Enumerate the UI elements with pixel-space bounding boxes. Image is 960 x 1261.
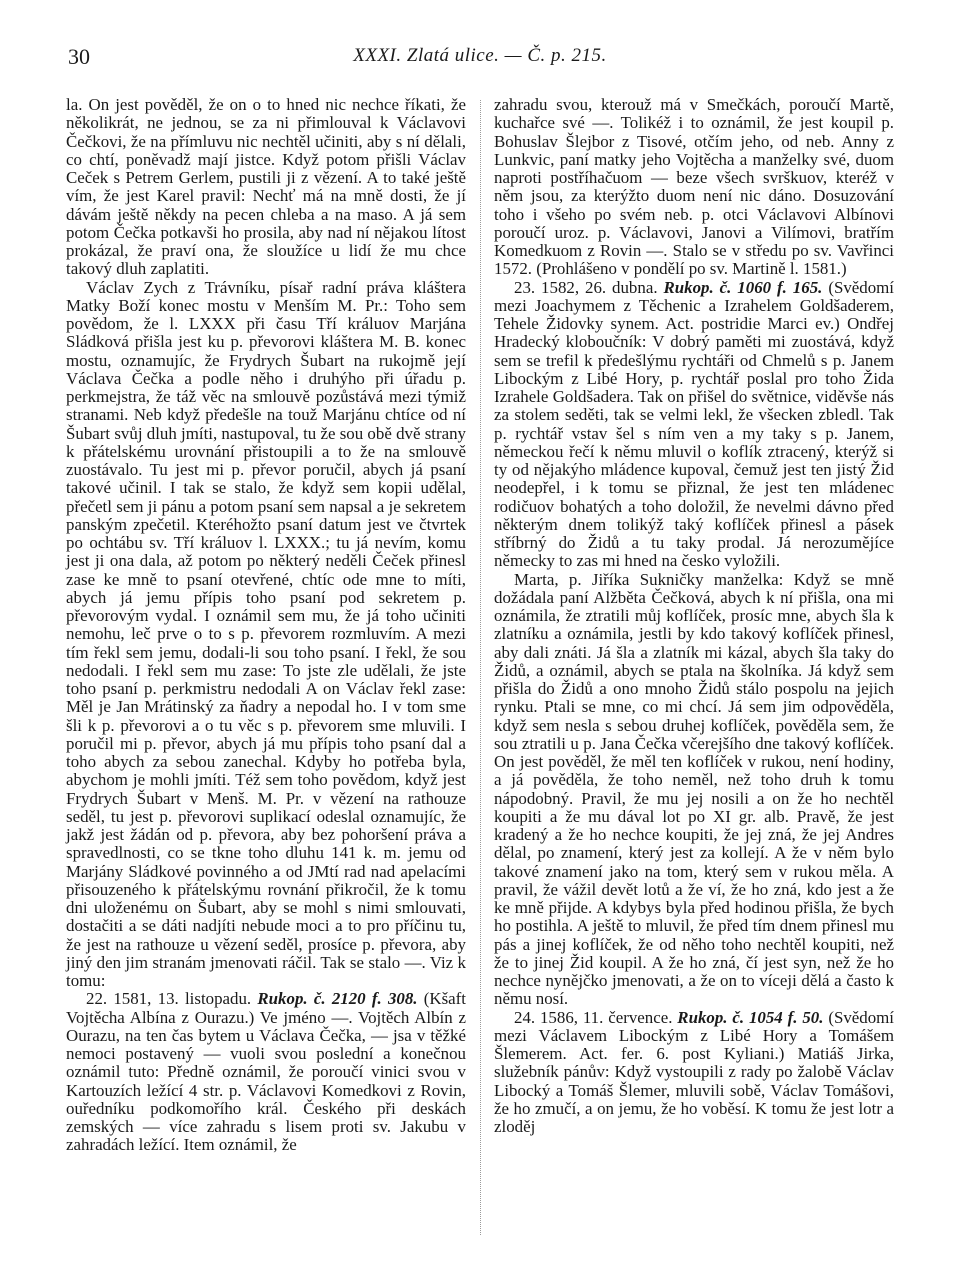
entry-heading: 22. 1581, 13. listopadu. bbox=[86, 989, 258, 1009]
entry-text: (Kšaft Vojtěcha Albína z Ourazu.) Ve jméno —. Vojtěch Albín z Ourazu, na ten čas bytem u Václava Čečka, — jsa v těžké nemoci postavený — vuoli svou poslední a konečnou oznámil tuto: Předně oznámil, že poroučí vinici svou v Kartouzích ležící 4 str. p. Václavovi Komedkovi z Rovin, ouředníku podkomořího král. Českého při deskách zemských — více zahradu s lisem proti sv. Jakubu v zahradách ležící. Item oznámil, že bbox=[66, 989, 466, 1155]
entry-22 bbox=[66, 990, 466, 1154]
manuscript-reference: Rukop. č. 2120 f. 308. bbox=[257, 989, 418, 1009]
right-column bbox=[494, 96, 894, 1136]
entry-text: (Svědomí mezi Václavem Libockým z Libé Hory a Tomášem Šlemerem. Act. fer. 6. post Kyliani.) Matiáš Jirka, služebník pánův: Když vystoupili z rady po žalobě Václav Libocký a Tomáš Šlemer, mluvili sobě, Václav Tomášovi, že ho zmučí, a on jemu, že ho voběsí. K tomu že jest lotr a zloděj bbox=[494, 1007, 895, 1136]
paragraph: zahradu svou, kterouž má v Smečkách, poroučí Martě, kuchařce své —. Tolikéž i to oznámil, že jest koupil p. Bohuslav Šlejbor z Tisové, otčím jeho, od neb. Anny z Lunkvic, paní matky jeho Vojtěcha a manželky své, duom naproti postříhačuom — beze všech svrškuov, kteréž v něm jsou, za kterýžto duom není nic dáno. Dosuzování toho i všeho po svém neb. p. otci Václavovi Albínovi poroučí uroz. p. Václavovi, Janovi a Vilímovi, bratřím Komedkuom z Rovin —. Stalo se v středu po sv. Vavřinci 1572. (Prohlášeno v pondělí po sv. Martině l. 1581.) bbox=[494, 95, 894, 279]
running-title: XXXI. Zlatá ulice. — Č. p. 215. bbox=[353, 45, 607, 66]
manuscript-reference: Rukop. č. 1060 f. 165. bbox=[663, 277, 823, 297]
entry-24 bbox=[494, 1009, 894, 1137]
entry-heading: 24. 1586, 11. července. bbox=[514, 1007, 678, 1027]
paragraph: Václav Zych z Trávníku, písař radní práva kláštera Matky Boží konec mostu v Menším M. Pr.: Toho sem povědom, že l. LXXX při času Tří králuov Marjána Sládková přišla jest ku p. převorovi kláštera M. B. konec mostu, oznamujíc, že Frydrych Šubart na rukojmě její Václava Čečka a podle něho i druhýho při úřadu p. perkmejstra, že táž věc na smlouvě pozůstává mezi týmiž stranami. Neb když předešle na touž Marjánu chtíce od ní Šubart svůj dluh jmíti, nastupoval, tu že sou obě dvě strany k přátelskému urovnání přistoupili a to že na smlouvě zuostávalo. Tu jest mi p. převor poručil, abych já psaní takové učinil. I tak se stalo, že když sem kopii udělal, přečetl sem ji pánu a potom psaní sem napsal a je sekretem panským zpečetil. Kteréhožto psaní datum jest ve čtvrtek po ochtábu sv. Tří králuov l. LXXX.; tu já nevím, komu jest ji ona dala, až potom po některý neděli Čeček přinesl zase ke mně to psaní otevřené, chtíc ode mne to míti, abych já jemu přípis toho psaní pod sekretem p. převorovým vydal. I oznámil sem mu, že já toho učiniti nemohu, leč prve o to s p. převorem rozmluvím. A mezi tím řekl sem jemu, dodali-li sou toho psaní. I řekl, že sou nedodali. I řekl sem mu zase: To jste zle udělali, že jste toho psaní p. perkmistru nedodali A on Václav řekl zase: Měl je Jan Mrátinský za ňadry a nepodal ho. I v tom sme šli k p. převorovi a o tu věc s p. převorem sme mluvili. I poručil mi p. převor, abych já mu přípis toho psaní dal a toho abych za sebou zanechal. Kdyby ho potřeba byla, abychom je mohli jmíti. Též sem toho povědom, když jest Frydrych Šubart v Menš. M. Pr. v vězení na rathouze seděl, tu jest p. převorovi suplikací odeslal oznamujíc, že jakž jest žádán od p. převora, aby bez pohoršení práva a spravedlnosti, co se tkne toho dluhu 141 k. m. jemu od Marjány Sládkové povinného a od JMtí rad nad apelacími přisouzeného k přátelskýmu rovnání přikročil, že k tomu dni uloženému on Šubart, aby se mohl s nimi smlouvati, dostačiti a se dáti nadjíti nebude moci a to pro příčinu tu, že jest na rathouze u vězení seděl, prosíce p. převora, aby jiný den jim stranám jmenovati ráčil. Tak se stalo —. Viz k tomu: bbox=[66, 277, 466, 990]
page-header bbox=[68, 44, 892, 78]
left-column bbox=[66, 96, 466, 1155]
paragraph: Marta, p. Jiříka Sukničky manželka: Když se mně dožádala paní Alžběta Čečková, abych k ní přišla, ona mi oznámila, že ztratili můj koflíček, prosíc mne, abych šla k zlatníku a oznámila, jestli by kdo takový koflíček přinesl, aby dali znáti. Já šla a zlatník mi kázal, abych šla taky do Židů, a oznámil, abych se ptala na školníka. Já když sem přišla do Židů a ono mnoho Židů stálo pospolu na jejich rynku. Ptali se mne, co mi chcí. Já sem jim odpověděla, když sem nesla s sebou druhej koflíček, pověděla sem, že sou ztratili u p. Jana Čečka včerejšího dne takový koflíček. On jest pověděl, že měl ten koflíček v rukou, není hodiny, a já pověděla, že toho neměl, než toho druh k tomu nápodobný. Pravil, že mu jej nosili a on že ho nechtěl koupiti a že mu dával lot po XI gr. alb. Pravě, že jest kradený a že ho nechce koupiti, že jej zná, že jej Andres dělal, po znamení, který jest za kollejí. A že v něm bylo takové znamení jako na tom, který sem v rukou měla. A pravil, že vážil devět lotů a že ví, že ho zná, kdo jest a že ke mně přijde. A kdybys byla před hodinou přišla, že bych ho postihla. A ještě to mluvil, že před tím dnem přinesl mu pás a jinej koflíček, že od něho toho nechtěl koupiti, než že to jinej Žid koupil. A že ho zná, čí jest syn, než že ho nechce nynějčko jmenovati, a že on to víceji dělá a často k němu nosí. bbox=[494, 569, 894, 1009]
page-number: 30 bbox=[68, 44, 90, 69]
entry-23 bbox=[494, 279, 894, 571]
entry-heading: 23. 1582, 26. dubna. bbox=[514, 277, 664, 297]
paragraph: la. On jest pověděl, že on o to hned nic nechce říkati, že několikrát, ne jednou, se za ni přimlouval k Václavovi Čečkovi, že na přímluvu nic nechtěl učiniti, aby s ní dělali, co chtí, poněvadž mají jistce. Když potom přišli Václav Ceček s Petrem Gerlem, pustili ji z vězení. A to také ještě vím, že jest Karel pravil: Nechť má na mně dosti, že jí dávám ještě někdy na pecen chleba a na maso. A já sem potom Čečka potkavši ho prosila, aby nad ní nějakou lítost prokázal, že praví ona, že sloužíce u lidí že mu chce takový dluh zaplatiti. bbox=[66, 95, 466, 279]
entry-text: (Svědomí mezi Joachymem z Těchenic a Izrahelem Goldšaderem, Tehele Židovky synem. Act. postridie Marci ev.) Ondřej Hradecký kloboučník: V dobrý paměti mi zuostává, když sem se trefil k předešlýmu rychtáři od Chmelů s p. Janem Libockým z Libé Hory, p. rychtář poslal pro toho Žida Izrahele Goldšadera. Tak on přišel do světnice, viděvše nás za stolem seděti, tak se velmi lekl, že všecken zbledl. Tak p. rychtář vstav šel s ním ven a my taky s p. Janem, německou řečí k němu mluvil o koflík ztracený, kterýž si ty od nějakýho mládence kupoval, čemuž jest ten jistý Žid neodepřel, i k tomu se přiznal, že jest ten mládenec rodičuov bohatých a toho doložil, že nevelmi dávno před některým dnem tolikýž taký koflíček přinesl a pásek stříbrný do Židů a tu taky prodal. Já nerozumějíce německy to zas mi hned na česko vyložili. bbox=[494, 277, 894, 571]
manuscript-reference: Rukop. č. 1054 f. 50. bbox=[677, 1007, 824, 1027]
column-divider bbox=[480, 100, 481, 1235]
